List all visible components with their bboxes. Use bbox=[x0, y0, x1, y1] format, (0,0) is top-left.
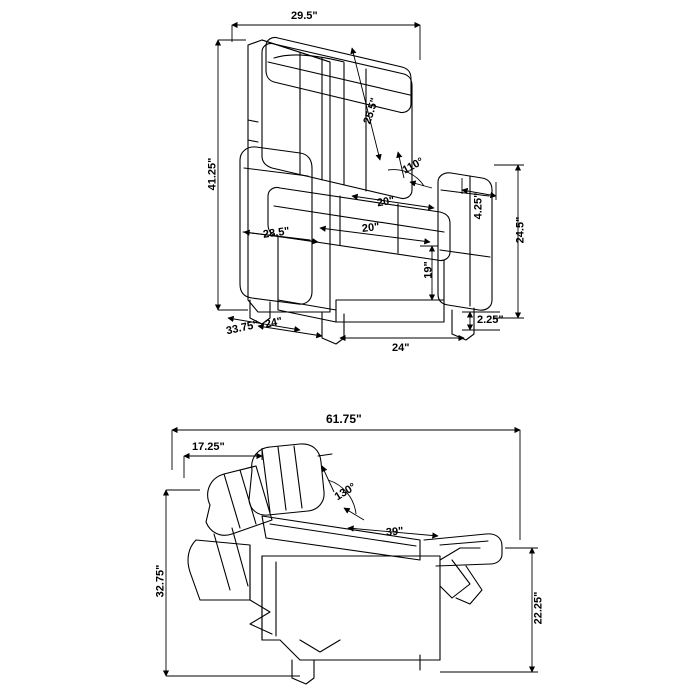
dim-label-footrest-height: 22.25" bbox=[532, 591, 545, 625]
dim-label-top-width: 29.5" bbox=[291, 10, 318, 22]
dim-label-side-depth: 28.5" bbox=[262, 225, 291, 241]
dim-label-seat-height: 19" bbox=[422, 261, 435, 279]
dimension-lines-reclined bbox=[166, 430, 538, 676]
dim-label-arm-width: 4.25" bbox=[472, 192, 485, 220]
dimension-lines-front bbox=[218, 25, 527, 338]
dim-label-seat-depth-top: 20" bbox=[376, 194, 396, 210]
dim-label-reclined-height: 32.75" bbox=[154, 564, 167, 598]
chair-reclined-view-drawing bbox=[188, 444, 502, 684]
dim-label-clearance: 2.25" bbox=[477, 314, 504, 326]
dim-label-headrest-length: 17.25" bbox=[192, 441, 225, 453]
dim-label-base-depth: 33.75" bbox=[225, 318, 260, 338]
dim-label-back-height: 41.25" bbox=[206, 157, 219, 191]
dim-label-back-angle: 110° bbox=[400, 155, 426, 177]
dim-label-backrest-height: 25.5" bbox=[361, 96, 382, 126]
dim-label-reclined-seat: 39" bbox=[385, 525, 404, 539]
dim-label-seat-width: 20" bbox=[361, 220, 381, 236]
dim-label-reclined-length: 61.75" bbox=[326, 412, 362, 426]
dim-label-base-depth-inner: 24" bbox=[263, 315, 284, 331]
chair-front-view-drawing bbox=[240, 37, 492, 344]
dim-label-recline-angle: 130° bbox=[332, 480, 359, 504]
dim-label-base-width: 24" bbox=[392, 342, 410, 354]
dim-label-arm-height: 24.5" bbox=[514, 216, 527, 244]
